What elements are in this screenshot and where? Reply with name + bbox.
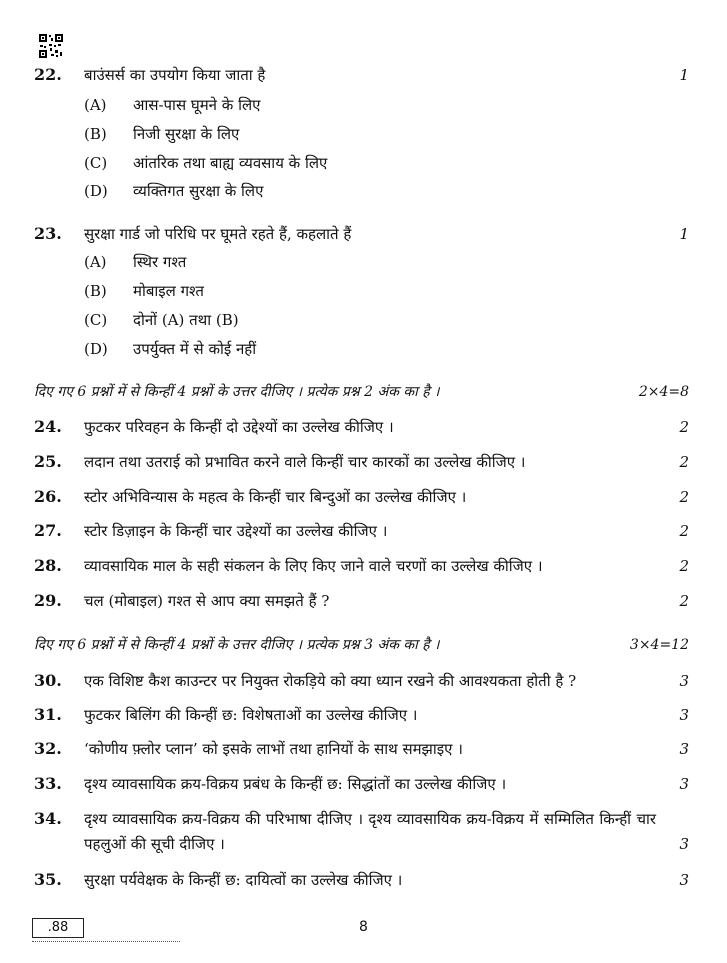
option-text: स्थिर गश्त bbox=[133, 253, 187, 271]
question-number: 33. bbox=[34, 774, 62, 793]
question-marks: 3 bbox=[679, 672, 689, 690]
option-text: आंतरिक तथा बाह्य व्यवसाय के लिए bbox=[133, 154, 328, 172]
option-d bbox=[0, 337, 600, 361]
paper-code-box: .88 bbox=[32, 918, 84, 938]
question-31 bbox=[0, 703, 727, 727]
question-number: 26. bbox=[34, 487, 62, 506]
option-label: (C) bbox=[84, 311, 108, 329]
question-number: 29. bbox=[34, 591, 62, 610]
option-text: उपर्युक्त में से कोई नहीं bbox=[133, 340, 257, 358]
question-27 bbox=[0, 519, 727, 543]
question-marks: 2 bbox=[679, 453, 689, 471]
option-text: मोबाइल गश्त bbox=[133, 282, 204, 300]
question-marks: 2 bbox=[679, 592, 689, 610]
question-text: स्टोर डिज़ाइन के किन्हीं चार उद्देश्यों का उल्लेख कीजिए । bbox=[84, 522, 388, 540]
question-text: बाउंसर्स का उपयोग किया जाता है bbox=[84, 66, 266, 84]
question-text: फुटकर परिवहन के किन्हीं दो उद्देश्यों का उल्लेख कीजिए । bbox=[84, 418, 394, 436]
qr-code-icon bbox=[38, 33, 64, 59]
question-marks: 3 bbox=[679, 740, 689, 758]
question-text: स्टोर अभिविन्यास के महत्व के किन्हीं चार बिन्दुओं का उल्लेख कीजिए । bbox=[84, 488, 467, 506]
question-marks: 2 bbox=[679, 557, 689, 575]
divider bbox=[32, 941, 180, 942]
option-text: दोनों (A) तथा (B) bbox=[133, 311, 239, 329]
question-number: 32. bbox=[34, 739, 62, 758]
option-label: (B) bbox=[84, 125, 107, 143]
question-32 bbox=[0, 737, 727, 761]
section-instruction: दिए गए 6 प्रश्नों में से किन्हीं 4 प्रश्नों के उत्तर दीजिए । प्रत्येक प्रश्न 2 अंक का है । bbox=[34, 384, 440, 400]
option-label: (A) bbox=[84, 253, 107, 271]
question-number: 34. bbox=[34, 809, 62, 828]
question-24 bbox=[0, 415, 727, 439]
option-label: (D) bbox=[84, 182, 108, 200]
option-d bbox=[0, 179, 600, 203]
question-text: ‘कोणीय फ़्लोर प्लान’ को इसके लाभों तथा हानियों के साथ समझाइए । bbox=[84, 740, 463, 758]
section-marks: 2×4=8 bbox=[638, 384, 689, 400]
question-marks: 3 bbox=[679, 871, 689, 889]
question-marks: 1 bbox=[679, 225, 689, 243]
option-label: (D) bbox=[84, 340, 108, 358]
question-34 bbox=[0, 807, 727, 859]
option-label: (C) bbox=[84, 154, 108, 172]
option-text: आस-पास घूमने के लिए bbox=[133, 96, 261, 114]
question-text: दृश्य व्यावसायिक क्रय-विक्रय प्रबंध के किन्हीं छ: सिद्धांतों का उल्लेख कीजिए । bbox=[84, 775, 507, 793]
question-text: चल (मोबाइल) गश्त से आप क्या समझते हैं ? bbox=[84, 592, 330, 610]
option-b bbox=[0, 279, 600, 303]
question-23 bbox=[0, 222, 727, 246]
question-number: 24. bbox=[34, 417, 62, 436]
question-33 bbox=[0, 772, 727, 796]
question-marks: 3 bbox=[679, 706, 689, 724]
question-text: व्यावसायिक माल के सही संकलन के लिए किए जाने वाले चरणों का उल्लेख कीजिए । bbox=[84, 557, 543, 575]
question-29 bbox=[0, 589, 727, 613]
question-text: सुरक्षा गार्ड जो परिधि पर घूमते रहते हैं, कहलाते हैं bbox=[84, 225, 352, 243]
question-number: 23. bbox=[34, 224, 62, 243]
question-marks: 2 bbox=[679, 488, 689, 506]
option-a bbox=[0, 250, 600, 274]
question-number: 30. bbox=[34, 671, 62, 690]
question-text: दृश्य व्यावसायिक क्रय-विक्रय की परिभाषा दीजिए । दृश्य व्यावसायिक क्रय-विक्रय में सम्मिलित किन्हीं चार पहलुओं की सूची दीजिए । bbox=[84, 810, 656, 853]
question-number: 31. bbox=[34, 705, 62, 724]
option-text: व्यक्तिगत सुरक्षा के लिए bbox=[133, 182, 264, 200]
question-text: फुटकर बिलिंग की किन्हीं छ: विशेषताओं का उल्लेख कीजिए । bbox=[84, 706, 418, 724]
question-30 bbox=[0, 669, 727, 693]
option-text: निजी सुरक्षा के लिए bbox=[133, 125, 240, 143]
question-number: 35. bbox=[34, 870, 62, 889]
question-number: 22. bbox=[34, 65, 62, 84]
option-c bbox=[0, 308, 600, 332]
question-marks: 3 bbox=[679, 775, 689, 793]
question-35 bbox=[0, 868, 727, 892]
question-marks: 2 bbox=[679, 522, 689, 540]
question-text: सुरक्षा पर्यवेक्षक के किन्हीं छ: दायित्वों का उल्लेख कीजिए । bbox=[84, 871, 403, 889]
section-instruction: दिए गए 6 प्रश्नों में से किन्हीं 4 प्रश्नों के उत्तर दीजिए । प्रत्येक प्रश्न 3 अंक का है । bbox=[34, 637, 440, 653]
question-marks: 2 bbox=[679, 418, 689, 436]
question-number: 27. bbox=[34, 521, 62, 540]
question-text: लदान तथा उतराई को प्रभावित करने वाले किन्हीं चार कारकों का उल्लेख कीजिए । bbox=[84, 453, 526, 471]
section-marks: 3×4=12 bbox=[629, 637, 689, 653]
question-22 bbox=[0, 63, 727, 87]
question-marks: 3 bbox=[679, 835, 689, 853]
option-label: (A) bbox=[84, 96, 107, 114]
question-marks: 1 bbox=[679, 66, 689, 84]
question-number: 25. bbox=[34, 452, 62, 471]
question-28 bbox=[0, 554, 727, 578]
page-number: 8 bbox=[359, 919, 368, 935]
option-c bbox=[0, 151, 600, 175]
option-a bbox=[0, 93, 600, 117]
question-25 bbox=[0, 450, 727, 474]
question-text: एक विशिष्ट कैश काउन्टर पर नियुक्त रोकड़िये को क्या ध्यान रखने की आवश्यकता होती है ? bbox=[84, 672, 577, 690]
question-26 bbox=[0, 485, 727, 509]
question-number: 28. bbox=[34, 556, 62, 575]
option-b bbox=[0, 122, 600, 146]
option-label: (B) bbox=[84, 282, 107, 300]
